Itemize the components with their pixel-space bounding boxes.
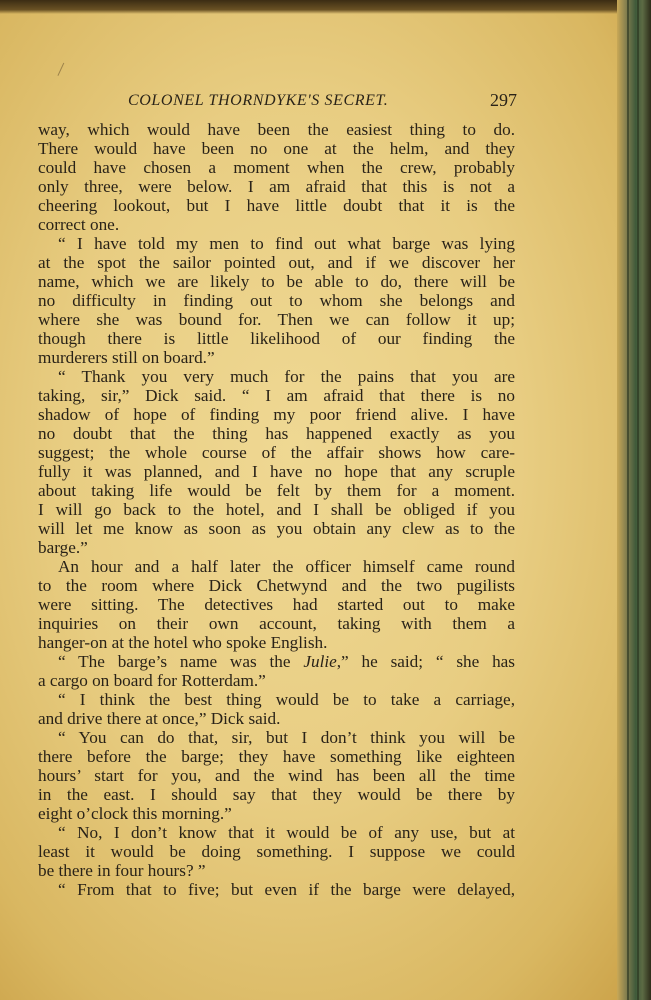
text-line: There would have been no one at the helm, and they [38,139,515,158]
text-line: “ You can do that, sir, but I don’t think you will be [58,728,515,747]
text-line: could have chosen a moment when the crew, probably [38,158,515,177]
text-line: An hour and a half later the officer himself came round [58,557,515,576]
text-line: “ No, I don’t know that it would be of any use, but at [58,823,515,842]
text-line: in the east. I should say that they would be there by [38,785,515,804]
text-line: “ I think the best thing would be to take a carriage, [58,690,515,709]
text-line: be there in four hours? ” [38,861,206,880]
page-top-shadow [0,0,651,14]
text-line: shadow of hope of finding my poor friend alive. I have [38,405,515,424]
text-line: hours’ start for you, and the wind has been all the time [38,766,515,785]
text-line: “ The barge’s name was the Julie,” he said; “ she has [58,652,516,671]
text-line: taking, sir,” Dick said. “ I am afraid that there is no [38,386,515,405]
text-line: about taking life would be felt by them for a moment. [38,481,515,500]
text-line: murderers still on board.” [38,348,215,367]
text-line: I will go back to the hotel, and I shall be obliged if you [38,500,515,519]
text-line: “ From that to five; but even if the barge were delayed, [58,880,515,899]
text-line: at the spot the sailor pointed out, and if we discover her [38,253,515,272]
text-line: “ I have told my men to find out what barge was lying [58,234,515,253]
text-line: were sitting. The detectives had started out to make [38,595,515,614]
text-line: no doubt that the thing has happened exactly as you [38,424,515,443]
text-line: a cargo on board for Rotterdam.” [38,671,266,690]
running-title: COLONEL THORNDYKE'S SECRET. [128,92,389,109]
text-line: “ Thank you very much for the pains that you are [58,367,515,386]
text-line: where she was bound for. Then we can follow it up; [38,310,515,329]
text-line: fully it was planned, and I have no hope that any scruple [38,462,515,481]
page-number: 297 [490,90,517,110]
pencil-mark [57,63,71,79]
text-line: though there is little likelihood of our finding the [38,329,515,348]
text-line: least it would be doing something. I suppose we could [38,842,515,861]
text-line: correct one. [38,215,120,234]
text-line: hanger-on at the hotel who spoke English. [38,633,328,652]
text-line: only three, were below. I am afraid that this is not a [38,177,515,196]
book-gutter [617,0,651,1000]
text-line: and drive there at once,” Dick said. [38,709,281,728]
text-line: name, which we are likely to be able to do, there will be [38,272,515,291]
text-line: there before the barge; they have something like eighteen [38,747,515,766]
text-line: to the room where Dick Chetwynd and the two pugilists [38,576,515,595]
text-line: barge.” [38,538,88,557]
text-line: cheering lookout, but I have little doubt that it is the [38,196,515,215]
text-line: inquiries on their own account, taking with them a [38,614,515,633]
text-line: no difficulty in finding out to whom she belongs and [38,291,515,310]
text-line: suggest; the whole course of the affair shows how care- [38,443,515,462]
running-header [0,90,651,116]
body-text [38,120,515,899]
text-line: eight o’clock this morning.” [38,804,232,823]
text-line: way, which would have been the easiest thing to do. [38,120,515,139]
text-line: will let me know as soon as you obtain any clew as to the [38,519,515,538]
